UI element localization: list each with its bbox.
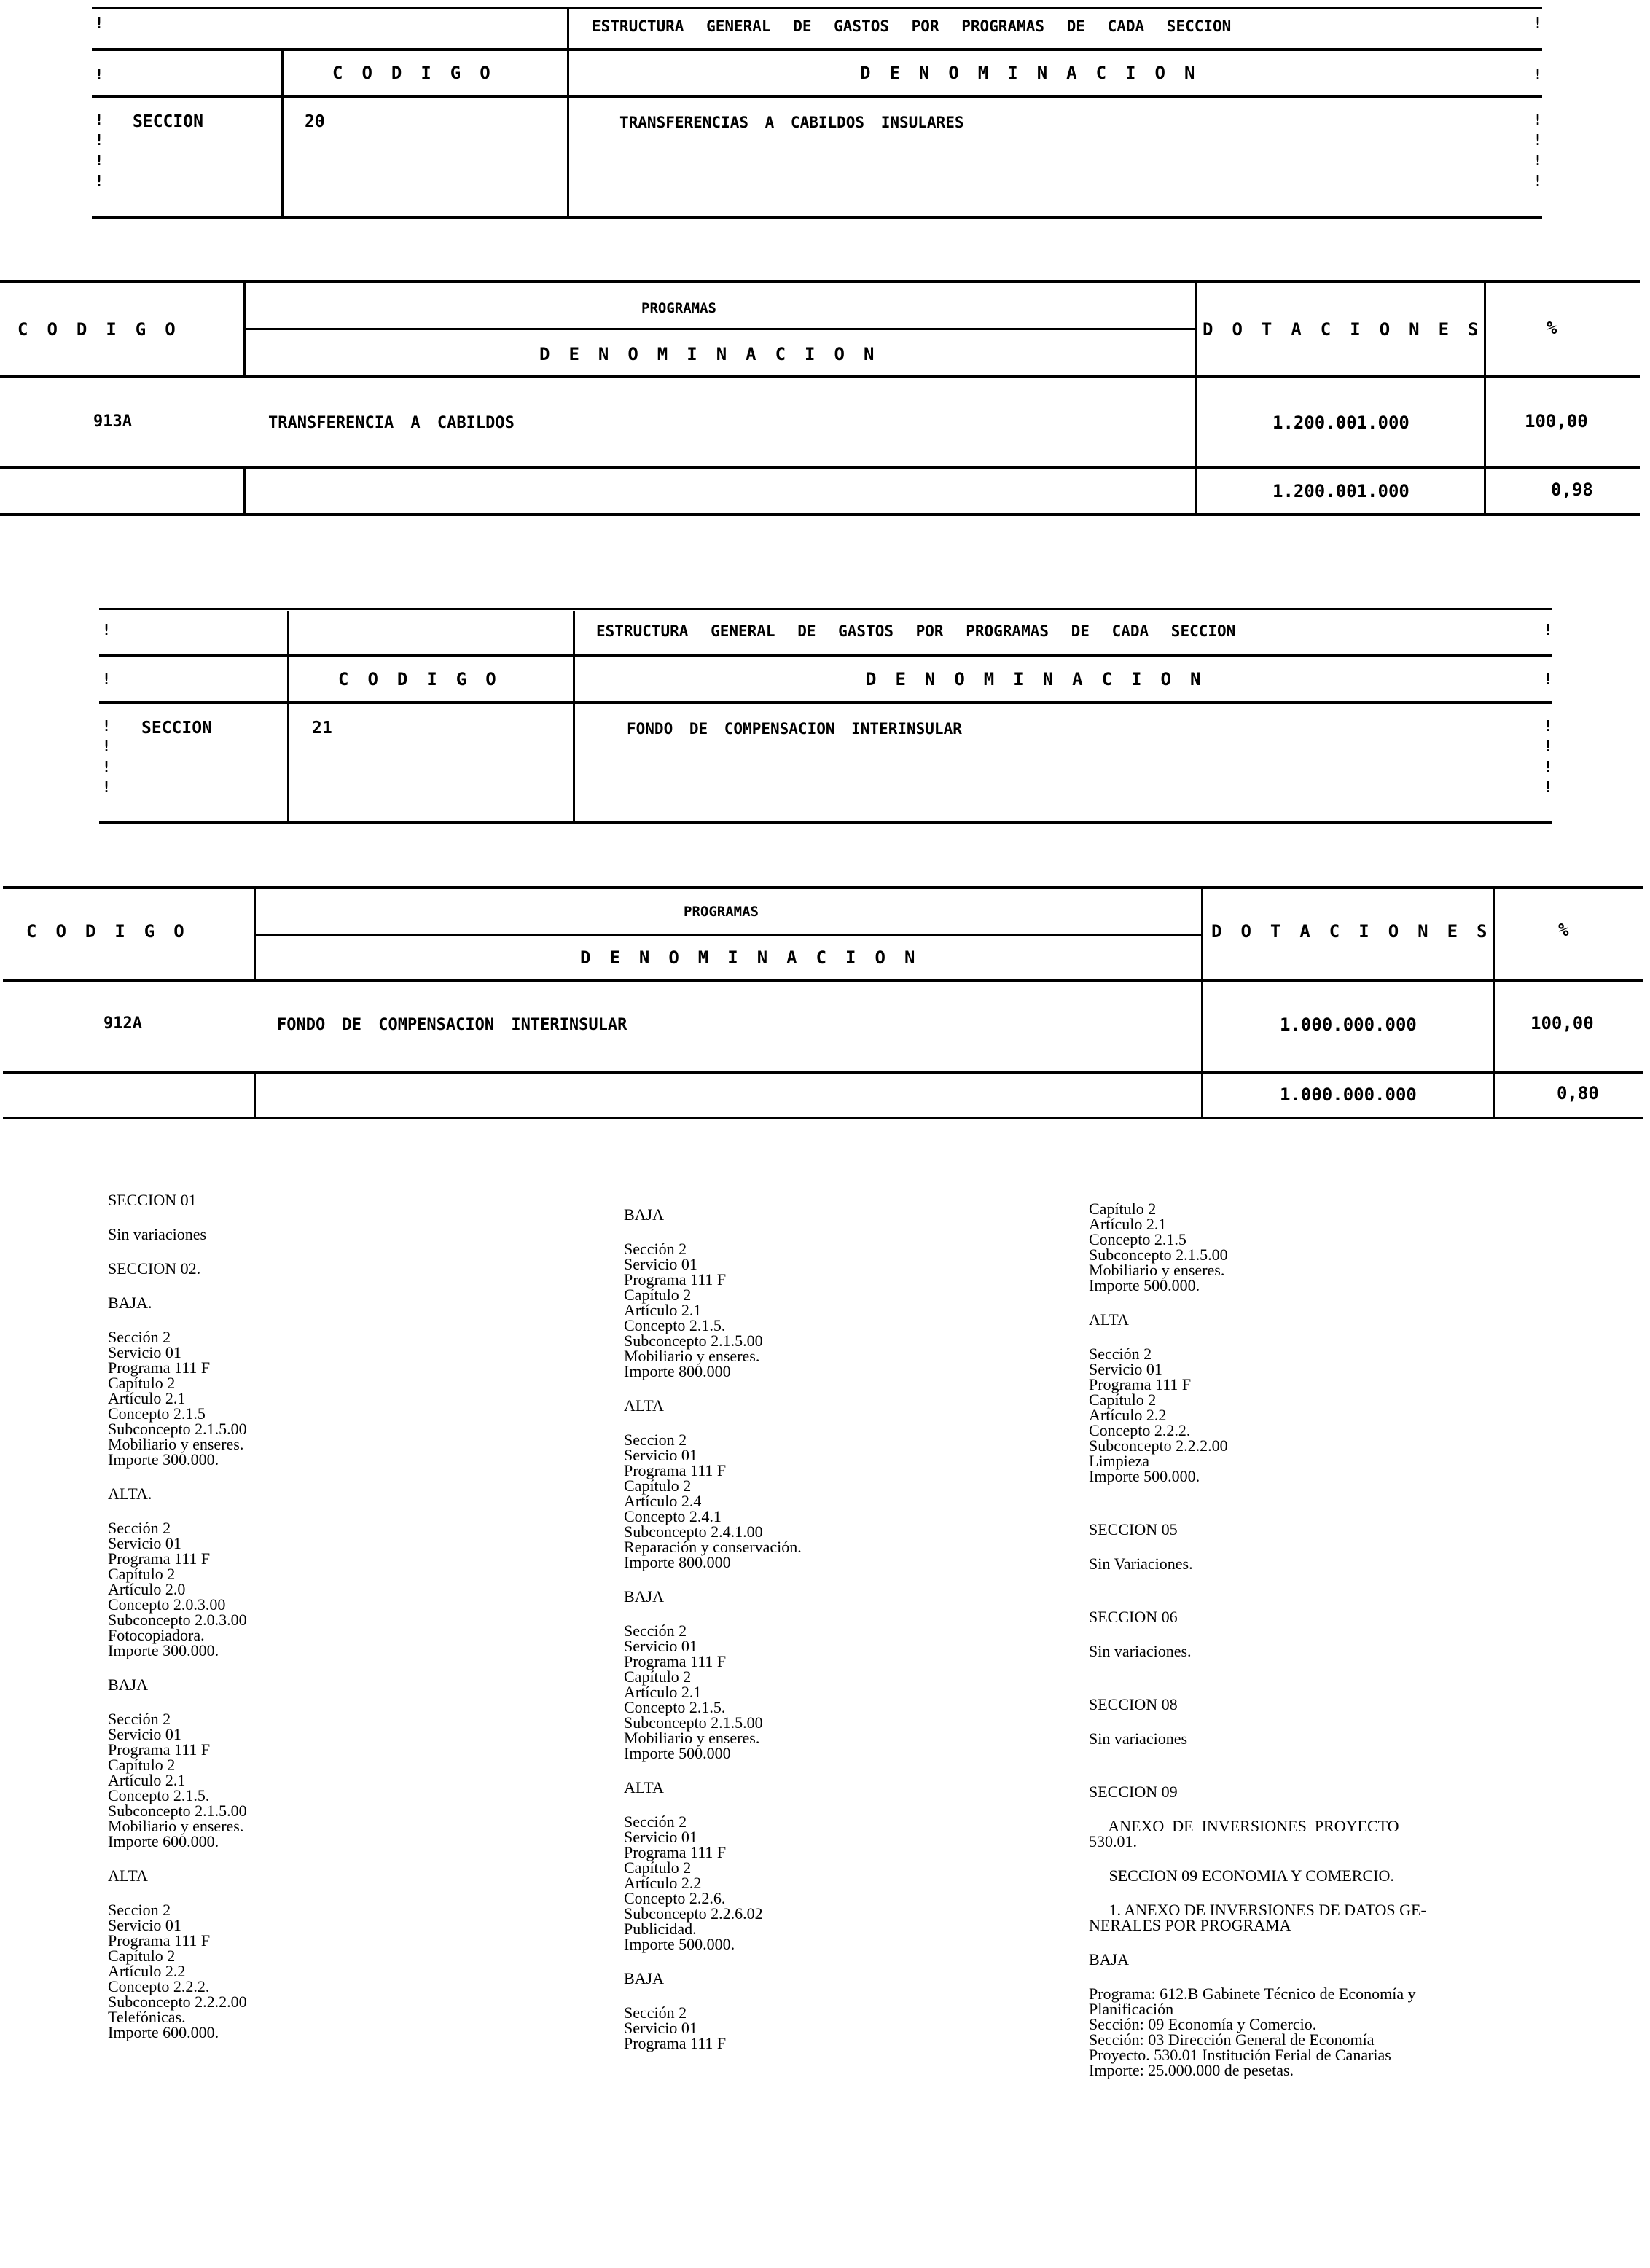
section-20-label: SECCION [133,112,203,131]
paragraph-gap [1089,1765,1497,1784]
paragraph-gap [108,1658,501,1677]
text-line: BAJA [1089,1950,1130,1968]
text-line: Planificación [1089,2000,1174,2018]
section-21-prog-denominacion-header: DENOMINACION [580,947,934,968]
paragraph-gap [624,1604,1017,1623]
section-21-title: ESTRUCTURA GENERAL DE GASTOS POR PROGRAMAS DE CADA SECCION [596,622,1236,640]
table-row-name: TRANSFERENCIA A CABILDOS [268,414,515,432]
paragraph-gap [108,1501,501,1520]
total-pct: 0,80 [1557,1083,1599,1103]
text-line: SECCION 05 [1089,1520,1178,1538]
text-line: Importe 600.000. [108,2023,219,2041]
paragraph-gap [624,1570,1017,1589]
text-line: Servicio 01 [1089,1360,1162,1378]
section-20-prog-codigo-header: CODIGO [17,319,195,340]
text-line: BAJA [624,1205,665,1224]
text-line: Publicidad. [624,1920,697,1938]
paragraph-gap [1089,1799,1497,1818]
section-21-name: FONDO DE COMPENSACION INTERINSULAR [627,720,962,738]
total-pct: 0,98 [1551,480,1593,500]
text-line: Servicio 01 [108,1725,181,1743]
text-line: Mobiliario y enseres. [624,1729,760,1747]
text-line: Capítulo 2 [1089,1391,1157,1409]
text-line: ALTA [624,1396,664,1415]
text-line: Artículo 2.2 [1089,1406,1167,1424]
text-line: Artículo 2.0 [108,1580,186,1598]
text-line: Mobiliario y enseres. [108,1817,244,1835]
text-line: Subconcepto 2.1.5.00 [108,1802,247,1820]
paragraph-gap [108,1692,501,1711]
text-line: Programa 111 F [108,1740,211,1759]
text-line: BAJA. [108,1294,152,1312]
text-line: Sección 2 [108,1328,171,1346]
total-amount: 1.200.001.000 [1272,481,1409,501]
paragraph-gap [624,1986,1017,2005]
text-line: Concepto 2.1.5. [108,1786,210,1804]
text-line: ALTA [624,1778,664,1796]
section-21-denominacion-header: DENOMINACION [866,669,1220,689]
text-line: Importe 800.000 [624,1553,731,1571]
paragraph-gap [1089,1484,1497,1503]
paragraph-gap [1089,1659,1497,1678]
text-line: Servicio 01 [624,1828,697,1846]
text-line: Subconcepto 2.2.2.00 [108,1993,247,2011]
text-line: BAJA [108,1675,149,1694]
text-line: BAJA [624,1969,665,1987]
paragraph-gap [1089,1849,1497,1868]
text-line: 1. ANEXO DE INVERSIONES DE DATOS GE- [1089,1901,1426,1919]
text-line: Capítulo 2 [624,1858,692,1877]
section-21-label: SECCION [141,719,212,738]
text-line: Capítulo 2 [624,1667,692,1686]
text-line: Programa 111 F [1089,1375,1192,1393]
text-line: SECCION 08 [1089,1695,1178,1713]
paragraph-gap [1089,1624,1497,1643]
table-row-name: FONDO DE COMPENSACION INTERINSULAR [277,1016,627,1034]
text-line: Programa 111 F [624,1843,727,1861]
paragraph-gap [108,1467,501,1486]
paragraph-gap [1089,1293,1497,1312]
section-21-code: 21 [312,719,332,738]
text-line: Programa 111 F [108,1931,211,1950]
paragraph-gap [1089,1883,1497,1902]
section-20-name: TRANSFERENCIAS A CABILDOS INSULARES [619,114,964,131]
text-line: Seccion 2 [624,1431,687,1449]
text-line: Servicio 01 [624,1637,697,1655]
text-line: Sección 2 [108,1519,171,1537]
text-line: Capítulo 2 [108,1374,176,1392]
paragraph-gap [1089,1967,1497,1986]
paragraph-gap [1089,1746,1497,1765]
text-line: Artículo 2.1 [108,1771,186,1789]
section-20-codigo-header: CODIGO [332,63,509,83]
text-line: Capítulo 2 [624,1286,692,1304]
text-line: ALTA. [108,1485,152,1503]
text-line: Importe 500.000. [624,1935,735,1953]
text-line: Sección 2 [624,1813,687,1831]
text-line: Concepto 2.2.2. [1089,1421,1191,1439]
paragraph-gap [1089,1503,1497,1522]
text-line: ALTA [108,1866,148,1885]
section-20-code: 20 [305,112,325,131]
text-line: Sin variaciones [1089,1729,1188,1748]
text-line: Capítulo 2 [1089,1200,1157,1218]
text-line: Concepto 2.1.5. [624,1698,726,1716]
text-line: Sección 2 [624,2003,687,2022]
text-line: Programa: 612.B Gabinete Técnico de Economía y [1089,1984,1416,2003]
text-line: Sección 2 [108,1710,171,1728]
section-20-title: ESTRUCTURA GENERAL DE GASTOS POR PROGRAMAS DE CADA SECCION [592,17,1232,35]
paragraph-gap [1089,1327,1497,1346]
text-line: Importe 800.000 [624,1362,731,1380]
text-line: Programa 111 F [624,1652,727,1670]
text-line: SECCION 01 [108,1191,197,1209]
section-20-programas-header: PROGRAMAS [641,300,716,316]
paragraph-gap [624,1795,1017,1814]
paragraph-gap [108,1276,501,1295]
text-line: Programa 111 F [624,1270,727,1289]
text-line: Servicio 01 [108,1343,181,1361]
text-line: Concepto 2.2.6. [624,1889,726,1907]
text-line: SECCION 09 ECONOMIA Y COMERCIO. [1089,1866,1394,1885]
text-line: Artículo 2.1 [624,1301,702,1319]
paragraph-gap [108,1208,501,1227]
text-line: Concepto 2.1.5. [624,1316,726,1334]
text-line: Mobiliario y enseres. [624,1347,760,1365]
text-line: Concepto 2.1.5 [108,1404,206,1423]
text-line: Concepto 2.2.2. [108,1977,210,1995]
paragraph-gap [1089,1678,1497,1697]
text-line: Importe 300.000. [108,1450,219,1469]
text-line: ALTA [1089,1310,1129,1329]
text-line: Servicio 01 [108,1534,181,1552]
text-line: Subconcepto 2.1.5.00 [108,1420,247,1438]
text-line: Sección: 09 Economía y Comercio. [1089,2015,1317,2033]
text-line: Reparación y conservación. [624,1538,802,1556]
section-20-dotaciones-header: DOTACIONES [1203,319,1498,340]
text-line: Sección 2 [1089,1345,1152,1363]
section-20-prog-denominacion-header: DENOMINACION [539,344,894,364]
table-row-code: 913A [93,412,132,431]
text-line: Concepto 2.0.3.00 [108,1595,226,1614]
section-20-denominacion-header: DENOMINACION [860,63,1214,83]
total-amount: 1.000.000.000 [1280,1084,1417,1105]
table-row-amount: 1.000.000.000 [1280,1014,1417,1035]
section-21-pct-header: % [1558,920,1569,940]
text-line: Seccion 2 [108,1901,171,1919]
text-line: Fotocopiadora. [108,1626,205,1644]
text-line: Programa 111 F [108,1358,211,1377]
text-line: Importe 500.000. [1089,1467,1200,1485]
text-line: Artículo 2.1 [108,1389,186,1407]
text-line: Importe 500.000 [624,1744,731,1762]
text-line: Limpieza [1089,1452,1150,1470]
table-row-pct: 100,00 [1530,1013,1594,1033]
text-line: Telefónicas. [108,2008,186,2026]
text-line: Servicio 01 [624,1446,697,1464]
text-line: Subconcepto 2.0.3.00 [108,1611,247,1629]
text-line: Importe: 25.000.000 de pesetas. [1089,2061,1294,2079]
paragraph-gap [108,1883,501,1902]
paragraph-gap [1089,1712,1497,1731]
text-line: Sin Variaciones. [1089,1555,1193,1573]
text-line: Servicio 01 [624,2019,697,2037]
text-line: SECCION 06 [1089,1608,1178,1626]
text-line: Subconcepto 2.2.2.00 [1089,1436,1228,1455]
text-line: Importe 300.000. [108,1641,219,1659]
text-line: Mobiliario y enseres. [1089,1261,1225,1279]
text-line: Sección 2 [624,1240,687,1258]
paragraph-gap [1089,1571,1497,1590]
text-line: Servicio 01 [108,1916,181,1934]
text-column-3 [1089,1201,1497,2078]
table-row-pct: 100,00 [1525,411,1588,431]
text-line: ANEXO DE INVERSIONES PROYECTO [1089,1817,1399,1835]
table-row-amount: 1.200.001.000 [1272,412,1409,433]
paragraph-gap [624,1222,1017,1241]
text-line: Artículo 2.2 [624,1874,702,1892]
text-line: Artículo 2.1 [1089,1215,1167,1233]
text-line: Servicio 01 [624,1255,697,1273]
table-row-code: 912A [103,1014,142,1033]
text-line: Mobiliario y enseres. [108,1435,244,1453]
text-line: Subconcepto 2.1.5.00 [624,1713,763,1732]
paragraph-gap [624,1761,1017,1780]
text-line: Sección: 03 Dirección General de Economía [1089,2030,1375,2049]
text-line: Capítulo 2 [624,1477,692,1495]
text-line: SECCION 09 [1089,1783,1178,1801]
paragraph-gap [624,1379,1017,1398]
text-line: Subconcepto 2.2.6.02 [624,1904,763,1923]
text-line: Subconcepto 2.1.5.00 [624,1332,763,1350]
text-line: Programa 111 F [108,1549,211,1568]
section-21-prog-codigo-header: CODIGO [26,921,203,942]
text-line: Artículo 2.2 [108,1962,186,1980]
paragraph-gap [1089,1537,1497,1556]
section-21-dotaciones-header: DOTACIONES [1211,921,1506,942]
text-line: 530.01. [1089,1832,1137,1850]
paragraph-gap [1089,1590,1497,1609]
text-line: Sin variaciones. [1089,1642,1192,1660]
text-line: Programa 111 F [624,1461,727,1479]
paragraph-gap [108,1242,501,1261]
text-line: Artículo 2.1 [624,1683,702,1701]
section-20-pct-header: % [1547,318,1557,338]
text-line: Subconcepto 2.1.5.00 [1089,1246,1228,1264]
text-line: Capítulo 2 [108,1565,176,1583]
text-line: Sin variaciones [108,1225,207,1243]
text-line: Subconcepto 2.4.1.00 [624,1522,763,1541]
paragraph-gap [624,1952,1017,1971]
text-line: Capítulo 2 [108,1756,176,1774]
text-line: Sección 2 [624,1622,687,1640]
text-line: Capítulo 2 [108,1947,176,1965]
text-line: Importe 500.000. [1089,1276,1200,1294]
text-column-2 [624,1207,1017,2051]
text-line: SECCION 02. [108,1259,201,1278]
text-line: NERALES POR PROGRAMA [1089,1916,1291,1934]
text-line: Proyecto. 530.01 Institución Ferial de Canarias [1089,2046,1391,2064]
text-line: BAJA [624,1587,665,1606]
section-21-codigo-header: CODIGO [338,669,515,689]
text-line: Concepto 2.1.5 [1089,1230,1186,1248]
text-line: Importe 600.000. [108,1832,219,1850]
paragraph-gap [108,1849,501,1868]
text-line: Artículo 2.4 [624,1492,702,1510]
paragraph-gap [624,1413,1017,1432]
section-21-programas-header: PROGRAMAS [684,904,759,920]
text-column-1 [108,1192,501,2040]
text-line: Programa 111 F [624,2034,727,2052]
paragraph-gap [108,1310,501,1329]
paragraph-gap [1089,1933,1497,1952]
text-line: Concepto 2.4.1 [624,1507,722,1525]
